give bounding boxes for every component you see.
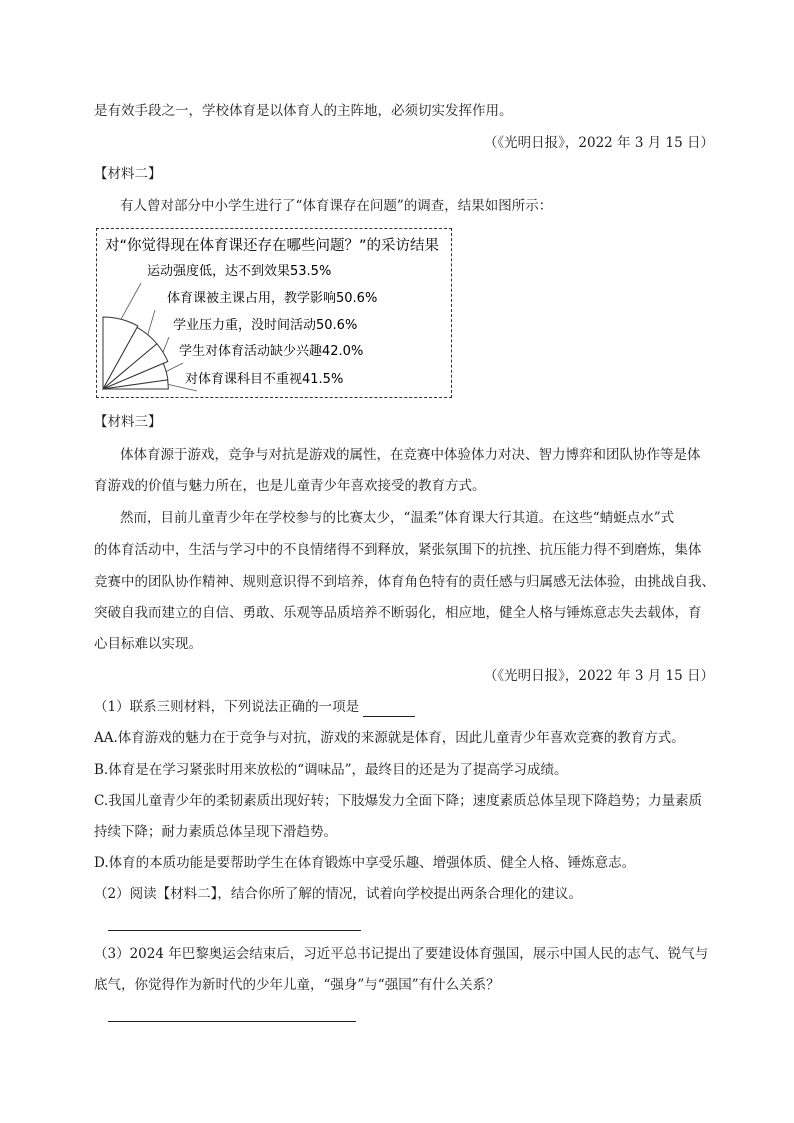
material-3-p1-line-2: 育游戏的价值与魅力所在，也是儿童青少年喜欢接受的教育方式。 [94,478,486,494]
question-1-answer-blank[interactable] [363,702,415,717]
chart-label-1: 运动强度低，达不到效果53.5% [147,264,332,279]
question-2-answer-line[interactable] [108,930,361,931]
material-2-heading: 【材料二】 [94,166,162,182]
question-1-option-b[interactable]: B.体育是在学习紧张时用来放松的“调味品”，最终目的还是为了提高学习成绩。 [94,762,568,778]
survey-chart-svg [97,229,453,399]
chart-leader-3 [163,337,169,352]
chart-leader-4 [166,363,183,372]
question-1-option-c-cont: 持续下降；耐力素质总体呈现下滑趋势。 [94,824,337,840]
material-3-p2-line-4: 突破自我而建立的自信、勇敢、乐观等品质培养不断弱化，相应地，健全人格与锤炼意志失去载体，育 [94,605,702,621]
chart-label-5: 对体育课科目不重视41.5% [185,372,344,387]
survey-chart-box [96,228,452,398]
material-3-heading: 【材料三】 [94,414,162,430]
chart-leader-2 [148,310,155,335]
question-3-line-2: 底气，你觉得作为新时代的少年儿童，“强身”与“强国”有什么关系？ [94,977,500,993]
question-1-stem [94,697,415,717]
chart-label-2: 体育课被主课占用，教学影响50.6% [167,291,378,306]
chart-leader-1 [121,283,141,319]
source-citation-2: （《光明日报》，2022 年 3 月 15 日） [483,668,714,684]
question-2-stem: （2）阅读【材料二】，结合你所了解的情况，试着向学校提出两条合理化的建议。 [94,886,582,902]
question-1-text: （1）联系三则材料，下列说法正确的一项是 [94,699,360,715]
question-1-option-a[interactable]: AA.体育游戏的魅力在于竞争与对抗，游戏的来源就是体育，因此儿童青少年喜欢竞赛的教育方式。 [94,730,685,746]
material-3-p1-line-1: 体体育源于游戏，竞争与对抗是游戏的属性，在竞赛中体验体力对决、智力博弈和团队协作等是体 [120,447,701,463]
question-3-line-1: （3）2024 年巴黎奥运会结束后，习近平总书记提出了要建设体育强国，展示中国人民的志气、锐气与 [94,946,709,962]
question-1-option-c[interactable]: C.我国儿童青少年的柔韧素质出现好转；下肢爆发力全面下降；速度素质总体呈现下降趋势；力量素质 [94,793,703,809]
question-3-answer-line[interactable] [108,1021,356,1022]
material-3-p2-line-2: 的体育活动中，生活与学习中的不良情绪得不到释放，紧张氛围下的抗挫、抗压能力得不到磨炼，集体 [94,542,702,558]
intro-line: 是有效手段之一，学校体育是以体育人的主阵地，必须切实发挥作用。 [94,103,513,119]
chart-label-4: 学生对体育活动缺少兴趣42.0% [179,344,364,359]
chart-title: 对“你觉得现在体育课还存在哪些问题？”的采访结果 [105,238,440,254]
material-2-paragraph: 有人曾对部分中小学生进行了“体育课存在问题”的调查，结果如图所示： [120,198,553,214]
material-3-p2-line-1: 然而，目前儿童青少年在学校参与的比赛太少，“温柔”体育课大行其道。在这些“蜻蜓点水”式 [120,510,675,526]
source-citation-1: （《光明日报》，2022 年 3 月 15 日） [483,135,714,151]
material-3-p2-line-5: 心目标难以实现。 [94,636,202,652]
chart-label-3: 学业压力重，没时间活动50.6% [173,318,358,333]
question-1-option-d[interactable]: D.体育的本质功能是要帮助学生在体育锻炼中享受乐趣、增强体质、健全人格、锤炼意志。 [94,855,636,871]
material-3-p2-line-3: 竞赛中的团队协作精神、规则意识得不到培养，体育角色特有的责任感与归属感无法体验，由挑战自我、 [94,574,715,590]
